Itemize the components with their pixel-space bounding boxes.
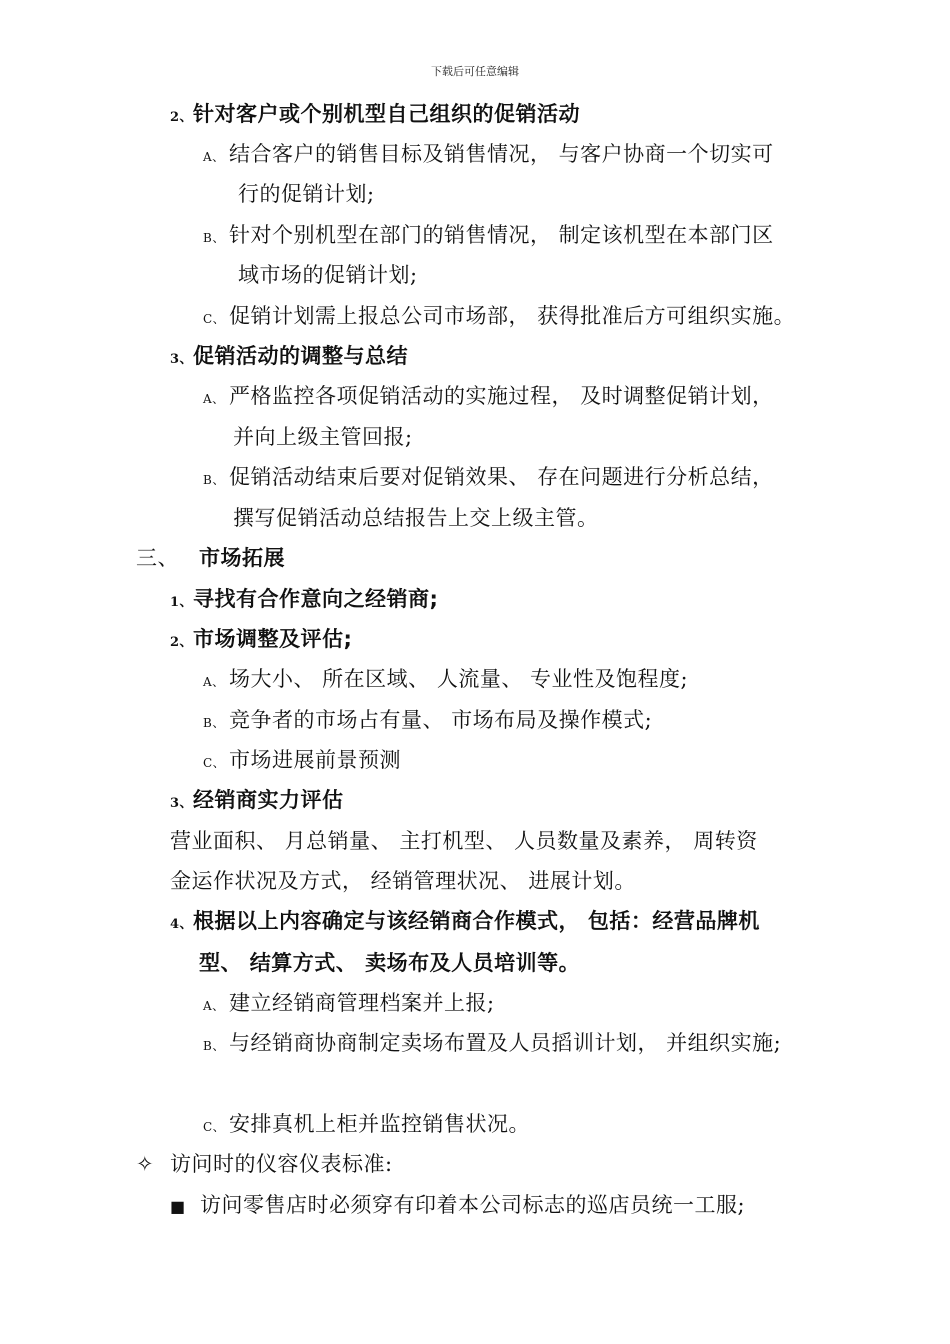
section-title: 市场拓展 bbox=[199, 546, 285, 570]
item-marker: C、 bbox=[203, 756, 226, 770]
item-3b-line1 bbox=[203, 463, 774, 494]
item-dealer-b bbox=[203, 1029, 781, 1060]
item-dealer-c bbox=[203, 1110, 530, 1141]
item-marker: A、 bbox=[203, 999, 225, 1013]
subheading-1 bbox=[170, 585, 438, 617]
item-dealer-a bbox=[203, 989, 495, 1020]
item-text: 市场进展前景预测 bbox=[229, 748, 401, 772]
visit-heading bbox=[136, 1150, 393, 1178]
item-3a-line1 bbox=[203, 382, 774, 413]
visit-item-1 bbox=[170, 1191, 745, 1221]
heading-number: 2、 bbox=[170, 110, 194, 125]
heading-text: 寻找有合作意向之经销商; bbox=[193, 587, 439, 611]
item-text: 严格监控各项促销活动的实施过程， 及时调整促销计划， bbox=[229, 384, 774, 408]
heading-3 bbox=[170, 342, 408, 374]
heading-number: 3、 bbox=[170, 796, 194, 811]
item-marker: C、 bbox=[203, 312, 226, 326]
item-text: 促销活动结束后要对促销效果、 存在问题进行分析总结， bbox=[229, 465, 774, 489]
item-text: 场大小、 所在区域、 人流量、 专业性及饱程度; bbox=[229, 667, 689, 691]
item-marker: A、 bbox=[203, 150, 225, 164]
visit-title: 访问时的仪容仪表标准: bbox=[170, 1152, 393, 1176]
heading-2 bbox=[170, 100, 580, 132]
item-marker: A、 bbox=[203, 392, 225, 406]
item-3a-line2: 并向上级主管回报; bbox=[233, 425, 413, 449]
item-text: 竞争者的市场占有量、 市场布局及操作模式; bbox=[229, 708, 653, 732]
subheading-2 bbox=[170, 625, 352, 657]
heading-text: 针对客户或个别机型自己组织的促销活动 bbox=[193, 102, 581, 126]
heading-number: 3、 bbox=[170, 352, 194, 367]
page-header: 下载后可任意编辑 bbox=[431, 65, 519, 78]
item-text: 促销计划需上报总公司市场部， 获得批准后方可组织实施。 bbox=[229, 304, 796, 328]
item-2b-line1 bbox=[203, 221, 774, 252]
item-marker: B、 bbox=[203, 716, 225, 730]
item-marker: B、 bbox=[203, 473, 225, 487]
item-marker: A、 bbox=[203, 675, 225, 689]
item-2b-line2: 域市场的促销计划; bbox=[238, 263, 418, 287]
item-text: 安排真机上柜并监控销售状况。 bbox=[229, 1112, 530, 1136]
item-marker: B、 bbox=[203, 1039, 225, 1053]
item-text: 针对个别机型在部门的销售情况， 制定该机型在本部门区 bbox=[229, 223, 774, 247]
item-text: 与经销商协商制定卖场布置及人员搯训计划， 并组织实施; bbox=[229, 1031, 782, 1055]
subheading-4-line2: 型、 结算方式、 卖场布及人员培训等。 bbox=[199, 951, 581, 975]
item-market-b bbox=[203, 706, 652, 737]
item-text: 结合客户的销售目标及销售情况， 与客户协商一个切实可 bbox=[229, 142, 774, 166]
item-2a-line2: 行的促销计划; bbox=[238, 182, 375, 206]
section-number: 三、 bbox=[136, 546, 179, 570]
item-2c-line1 bbox=[203, 302, 795, 333]
paragraph-line1: 营业面积、 月总销量、 主打机型、 人员数量及素养， 周转资 bbox=[170, 829, 758, 853]
subheading-4-line1 bbox=[170, 907, 760, 939]
subheading-3 bbox=[170, 786, 344, 818]
heading-text: 促销活动的调整与总结 bbox=[193, 344, 409, 368]
item-text: 建立经销商管理档案并上报; bbox=[229, 991, 495, 1015]
paragraph-line2: 金运作状况及方式， 经销管理状况、 进展计划。 bbox=[170, 869, 636, 893]
visit-item-text: 访问零售店时必须穿有印着本公司标志的巡店员统一工服; bbox=[200, 1193, 746, 1217]
heading-text: 经销商实力评估 bbox=[193, 788, 344, 812]
heading-number: 1、 bbox=[170, 595, 194, 610]
heading-text: 市场调整及评估; bbox=[193, 627, 353, 651]
square-bullet-icon: ■ bbox=[170, 1197, 186, 1216]
item-2a-line1 bbox=[203, 140, 774, 171]
item-market-a bbox=[203, 665, 688, 696]
item-marker: B、 bbox=[203, 231, 225, 245]
item-marker: C、 bbox=[203, 1120, 226, 1134]
heading-number: 4、 bbox=[170, 917, 194, 932]
heading-text: 根据以上内容确定与该经销商合作模式， 包括：经营品牌机 bbox=[193, 909, 760, 933]
heading-number: 2、 bbox=[170, 635, 194, 650]
diamond-bullet-icon: ✧ bbox=[136, 1152, 155, 1176]
item-3b-line2: 撰写促销活动总结报告上交上级主管。 bbox=[233, 506, 599, 530]
item-market-c bbox=[203, 746, 401, 777]
section-heading bbox=[136, 544, 285, 572]
